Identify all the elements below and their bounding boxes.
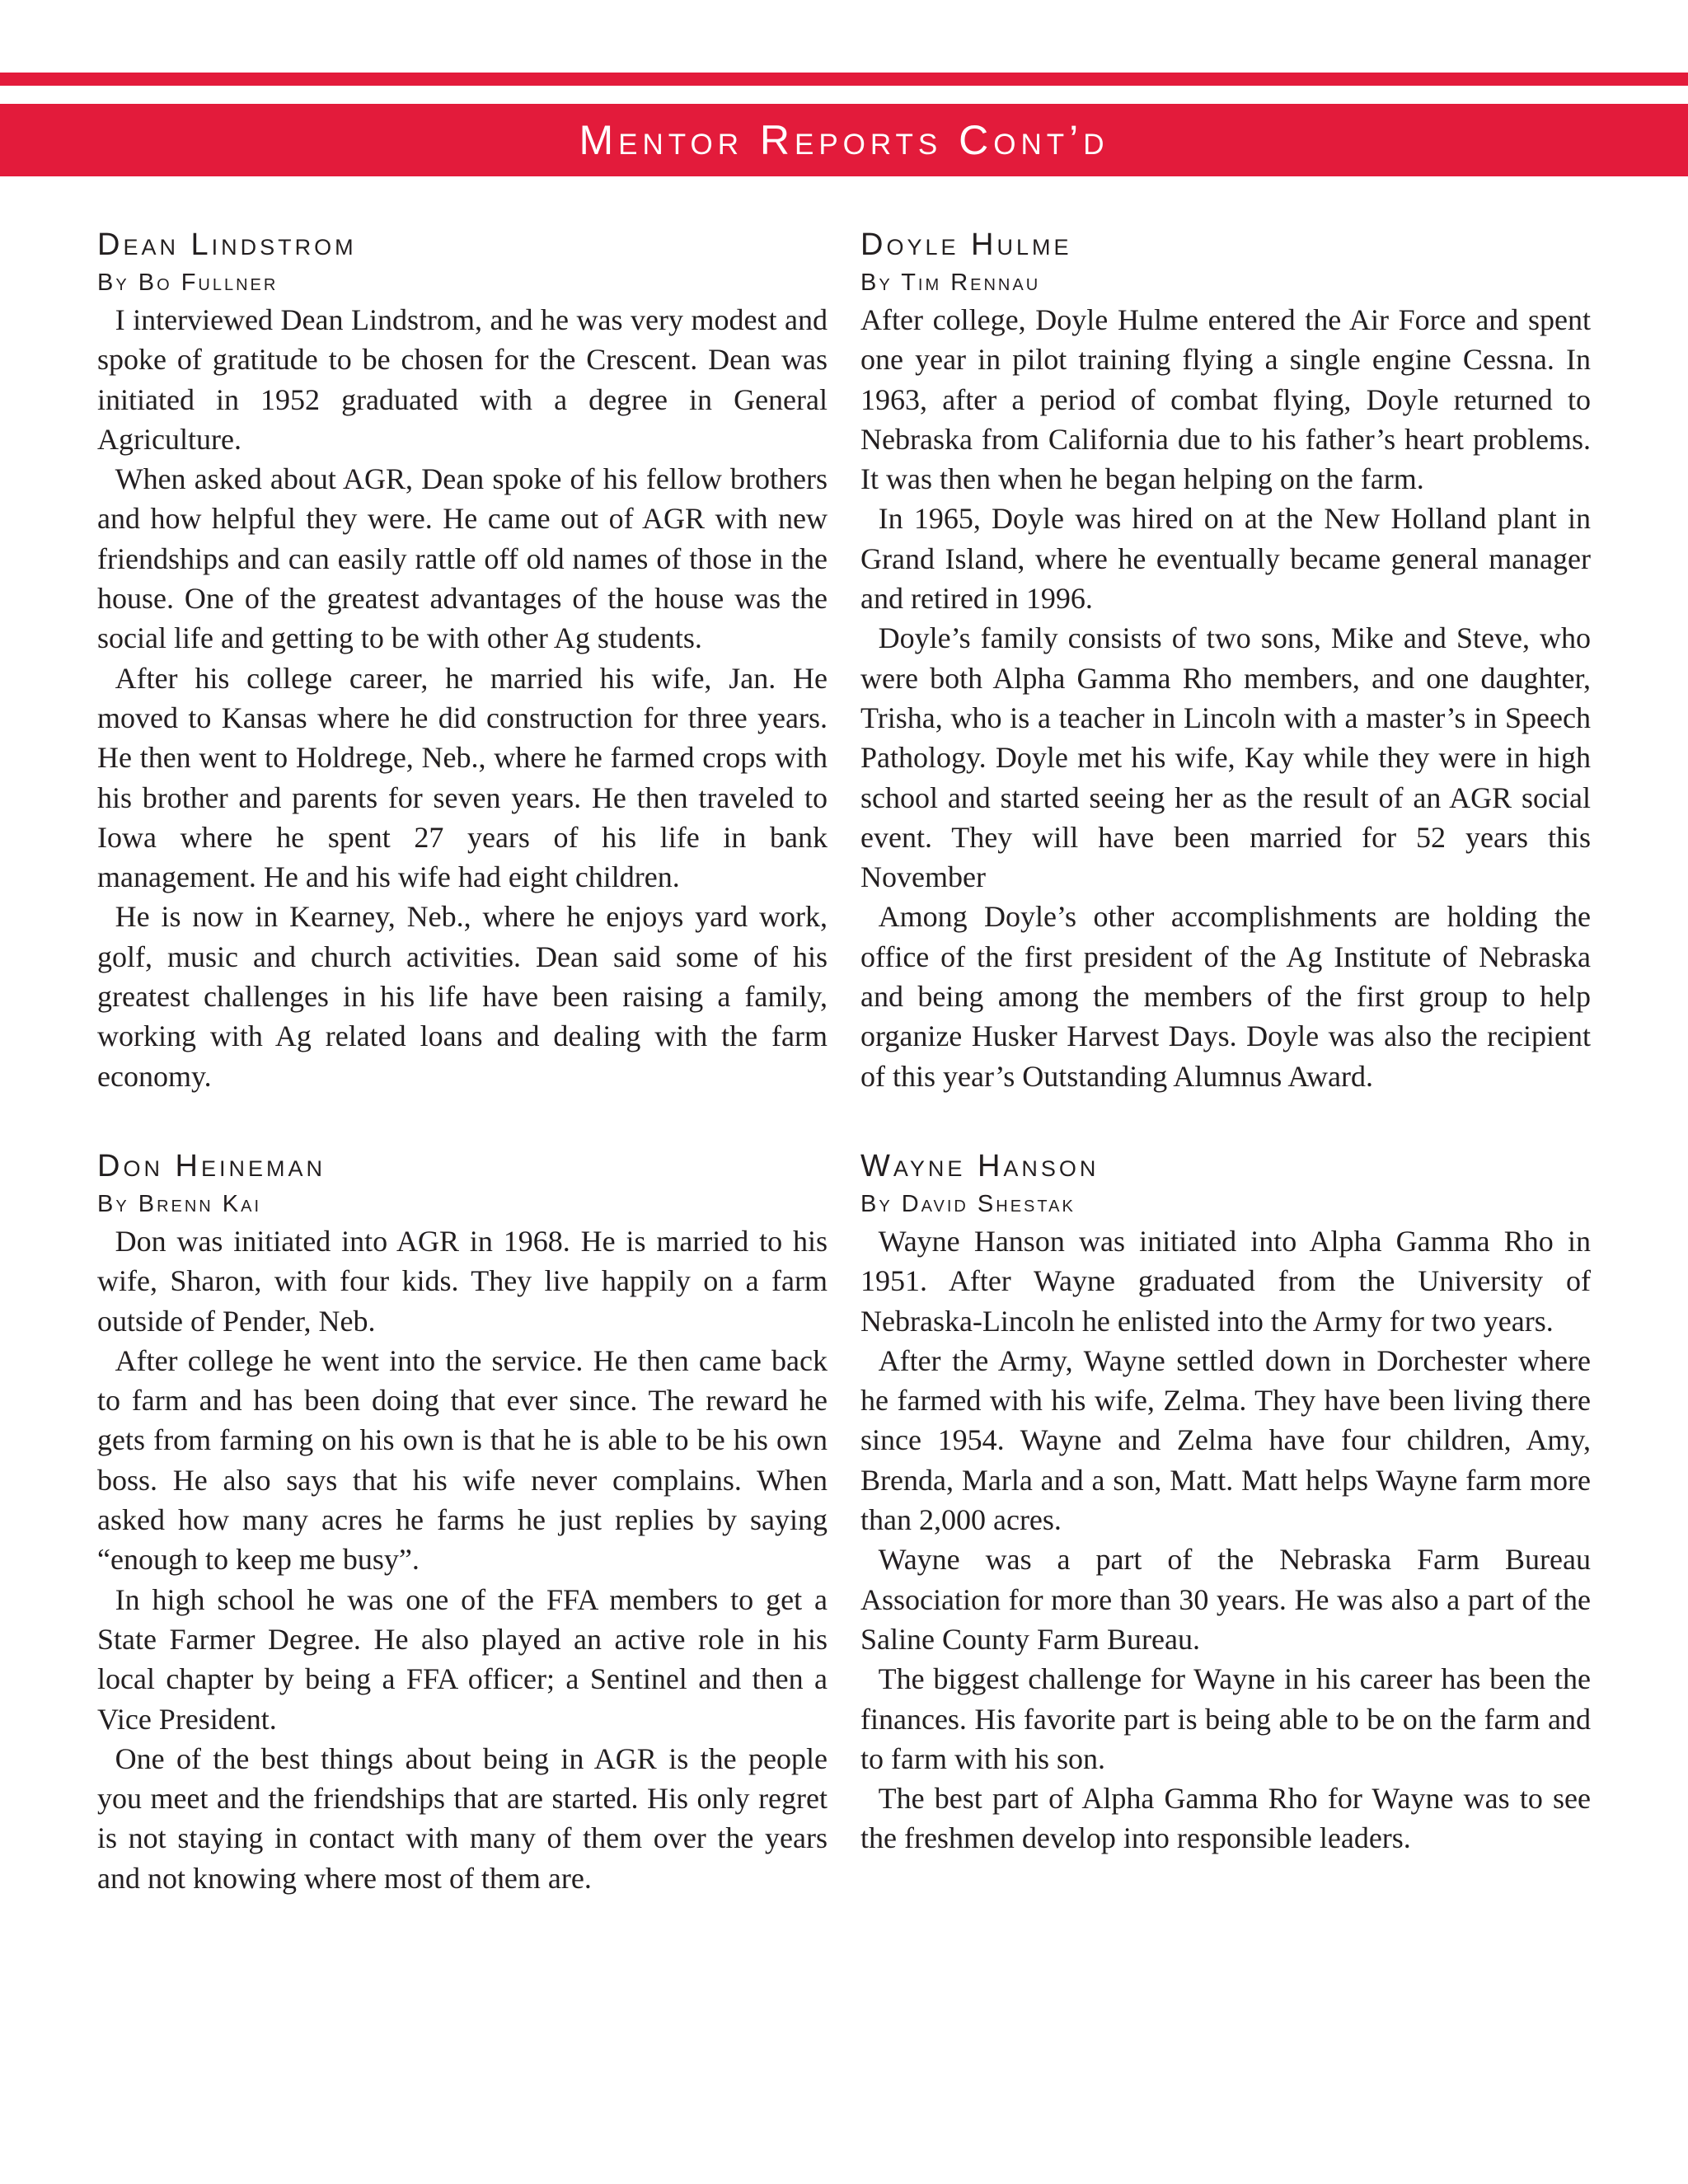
article-byline: By Brenn Kai <box>97 1190 262 1217</box>
article-paragraph: Don was initiated into AGR in 1968. He is married to his wife, Sharon, with four kids. They live happily on a farm outside of Pender, Neb. <box>97 1224 828 1338</box>
article-title: Dean Lindstrom <box>97 227 357 262</box>
article-paragraph: The biggest challenge for Wayne in his career has been the finances. His favorite part is being able to be on the farm and to farm with his son. <box>860 1662 1591 1775</box>
article-paragraph: After his college career, he married his wife, Jan. He moved to Kansas where he did construction for three years. He then went to Holdrege, Neb., where he farmed crops with his brother and parents for seven years. He then traveled to Iowa where he spent 27 years of his life in bank management. He and his wife had eight children. <box>97 661 828 894</box>
article-paragraph: After college, Doyle Hulme entered the Air Force and spent one year in pilot training flying a single engine Cessna. In 1963, after a period of combat flying, Doyle returned to Nebraska from California due to his father’s heart problems. It was then when he began helping on the farm. <box>860 303 1591 496</box>
article-byline: By Tim Rennau <box>860 269 1041 296</box>
article-paragraph: When asked about AGR, Dean spoke of his fellow brothers and how helpful they were. He came out of AGR with new friendships and can easily rattle off old names of those in the house. One of the greatest advantages of the house was the social life and getting to be with other Ag students. <box>97 462 828 655</box>
section-banner <box>0 104 1688 176</box>
article-paragraph: The best part of Alpha Gamma Rho for Wayne was to see the freshmen develop into responsible leaders. <box>860 1782 1591 1855</box>
article-byline: By Bo Fullner <box>97 269 279 296</box>
article-doyle-hulme <box>860 224 1591 1096</box>
article-paragraph: He is now in Kearney, Neb., where he enjoys yard work, golf, music and church activities. Dean said some of his greatest challenges in his life have been raising a family, working with Ag related loans and dealing with the farm economy. <box>97 900 828 1093</box>
article-title: Doyle Hulme <box>860 227 1072 262</box>
article-paragraph: Doyle’s family consists of two sons, Mike and Steve, who were both Alpha Gamma Rho members, and one daughter, Trisha, who is a teacher in Lincoln with a master’s in Speech Pathology. Doyle met his wife, Kay while they were in high school and started seeing her as the result of an AGR social event. They will have been married for 52 years this November <box>860 621 1591 894</box>
article-paragraph: After college he went into the service. He then came back to farm and has been doing that ever since. The reward he gets from farming on his own is that he is able to be his own boss. He also says that his wife never complains. When asked how many acres he farms he just replies by saying “enough to keep me busy”. <box>97 1343 828 1577</box>
article-paragraph: In 1965, Doyle was hired on at the New Holland plant in Grand Island, where he eventually became general manager and retired in 1996. <box>860 502 1591 616</box>
article-paragraph: Wayne Hanson was initiated into Alpha Gamma Rho in 1951. After Wayne graduated from the University of Nebraska-Lincoln he enlisted into the Army for two years. <box>860 1224 1591 1338</box>
article-paragraph: After the Army, Wayne settled down in Dorchester where he farmed with his wife, Zelma. They have been living there since 1954. Wayne and Zelma have four children, Amy, Brenda, Marla and a son, Matt. Matt helps Wayne farm more than 2,000 acres. <box>860 1343 1591 1537</box>
article-dean-lindstrom <box>97 224 828 1096</box>
article-title: Wayne Hanson <box>860 1148 1100 1183</box>
right-column <box>860 224 1591 1858</box>
article-paragraph: One of the best things about being in AGR is the people you meet and the friendships that are started. His only regret is not staying in contact with many of them over the years and not knowing where most of them are. <box>97 1741 828 1895</box>
article-byline: By David Shestak <box>860 1190 1076 1217</box>
article-title: Don Heineman <box>97 1148 326 1183</box>
article-wayne-hanson <box>860 1146 1591 1858</box>
article-paragraph: Among Doyle’s other accomplishments are holding the office of the first president of the Ag Institute of Nebraska and being among the members of the first group to help organize Husker Harvest Days. Doyle was also the recipient of this year’s Outstanding Alumnus Award. <box>860 900 1591 1093</box>
article-paragraph: I interviewed Dean Lindstrom, and he was very modest and spoke of gratitude to be chosen for the Crescent. Dean was initiated in 1952 graduated with a degree in General Agriculture. <box>97 303 828 456</box>
page-title: Mentor Reports Cont’d <box>579 117 1109 163</box>
article-paragraph: In high school he was one of the FFA members to get a State Farmer Degree. He also played an active role in his local chapter by being a FFA officer; a Sentinel and then a Vice President. <box>97 1582 828 1736</box>
top-rule <box>0 73 1688 86</box>
article-don-heineman <box>97 1146 828 1898</box>
article-paragraph: Wayne was a part of the Nebraska Farm Bureau Association for more than 30 years. He was also a part of the Saline County Farm Bureau. <box>860 1543 1591 1656</box>
left-column <box>97 224 828 1898</box>
